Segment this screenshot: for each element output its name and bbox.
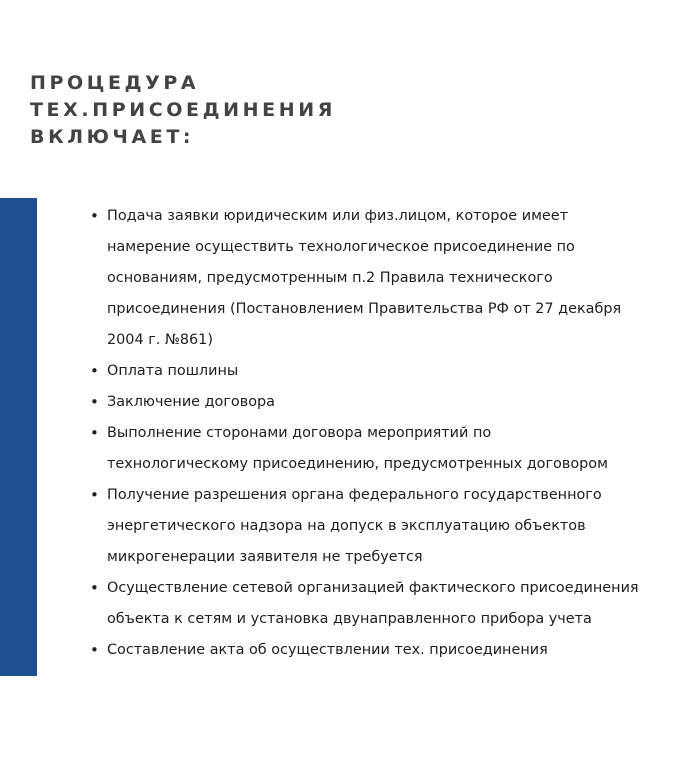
page-title-line-2: ТЕХ.ПРИСОЕДИНЕНИЯ [30, 99, 336, 121]
accent-bar [0, 198, 37, 676]
list-item [90, 201, 695, 356]
list-item-text: основаниям, предусмотренным п.2 Правила технического [107, 270, 553, 286]
list-item-text: объекта к сетям и установка двунаправленного прибора учета [107, 611, 592, 627]
list-item-text: микрогенерации заявителя не требуется [107, 549, 423, 565]
page-title-line-1: ПРОЦЕДУРА [30, 72, 200, 94]
bullet-icon: • [90, 393, 99, 411]
procedure-steps-list [90, 201, 695, 666]
list-item-text: технологическому присоединению, предусмотренных договором [107, 456, 608, 472]
list-item-text: Выполнение сторонами договора мероприятий по [107, 425, 492, 441]
list-item [90, 356, 695, 387]
list-item [90, 387, 695, 418]
bullet-icon: • [90, 641, 99, 659]
list-item [90, 635, 695, 666]
list-item-text: Оплата пошлины [107, 363, 239, 379]
list-item-text: присоединения (Постановлением Правительства РФ от 27 декабря [107, 301, 622, 317]
page-title [30, 70, 336, 151]
list-item [90, 573, 695, 635]
bullet-icon: • [90, 424, 99, 442]
list-item-text: Подача заявки юридическим или физ.лицом, которое имеет [107, 208, 569, 224]
list-item-text: энергетического надзора на допуск в эксплуатацию объектов [107, 518, 586, 534]
list-item-text: Осуществление сетевой организацией фактического присоединения [107, 580, 639, 596]
list-item-text: 2004 г. №861) [107, 332, 213, 348]
list-item-text: Получение разрешения органа федерального государственного [107, 487, 602, 503]
list-item [90, 418, 695, 480]
list-item-text: намерение осуществить технологическое присоединение по [107, 239, 575, 255]
bullet-icon: • [90, 579, 99, 597]
list-item-text: Составление акта об осуществлении тех. присоединения [107, 642, 548, 658]
list-item-text: Заключение договора [107, 394, 275, 410]
bullet-icon: • [90, 486, 99, 504]
list-item [90, 480, 695, 573]
page-title-line-3: ВКЛЮЧАЕТ: [30, 126, 195, 148]
bullet-icon: • [90, 362, 99, 380]
bullet-icon: • [90, 207, 99, 225]
